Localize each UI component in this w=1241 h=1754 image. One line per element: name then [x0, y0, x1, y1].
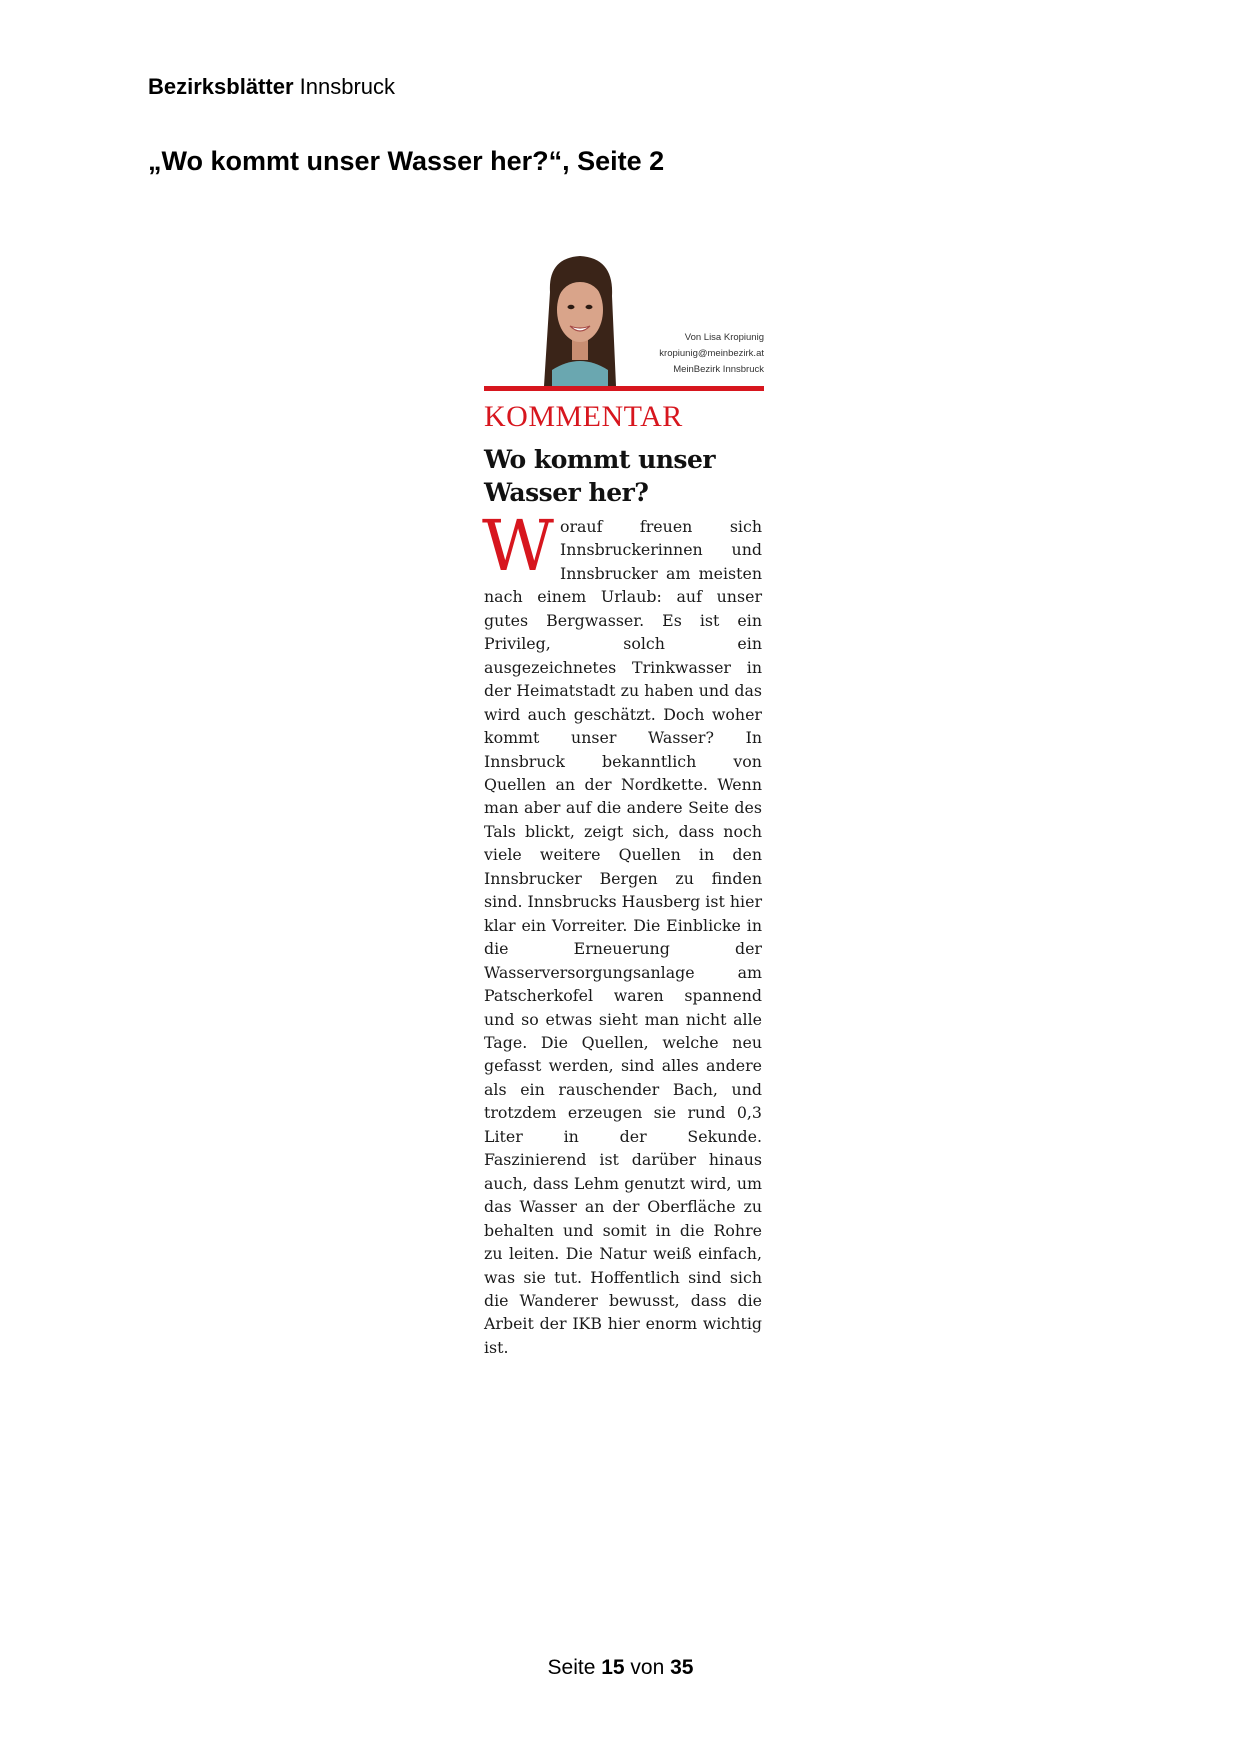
article-body — [482, 505, 762, 1359]
article-headline: Wo kommt unser Wasser her? — [484, 445, 716, 507]
author-name: Von Lisa Kropiunig — [684, 332, 764, 343]
article-kicker: KOMMENTAR — [484, 400, 683, 433]
author-email[interactable]: kropiunig@meinbezirk.at — [659, 348, 764, 359]
page-footer — [0, 1656, 1241, 1680]
document-title: „Wo kommt unser Wasser her?“, Seite 2 — [148, 146, 665, 176]
article-clipping — [484, 252, 764, 1359]
drop-cap: W — [482, 505, 554, 587]
publication-region: Innsbruck — [293, 74, 396, 99]
current-page: 15 — [601, 1656, 625, 1679]
article-body-text: orauf freuen sich Innsbruckerinnen und Innsbrucker am meisten nach einem Urlaub: auf unser gutes Bergwasser. Es ist ein Privileg, solch ein ausgezeichnetes Trinkwasser in der Heimatstadt zu haben und das wird auch geschätzt. Doch woher kommt unser Wasser? In Innsbruck bekanntlich von Quellen an der Nordkette. Wenn man aber auf die andere Seite des Tals blickt, zeigt sich, dass noch viele weitere Quellen in den Innsbrucker Bergen zu finden sind. Innsbrucks Hausberg ist hier klar ein Vorreiter. Die Einblicke in die Erneuerung der Wasserversorgungsanlage am Patscherkofel waren spannend und so etwas sieht man nicht alle Tage. Die Quellen, welche neu gefasst werden, sind alles andere als ein rauschender Bach, und trotzdem erzeugen sie rund 0,3 Liter in der Sekunde. Faszinierend ist darüber hinaus auch, dass Lehm genutzt wird, um das Wasser an der Oberfläche zu behalten und somit in die Rohre zu leiten. Die Natur weiß einfach, was sie tut. Hoffentlich sind sich die Wanderer bewusst, dass die Arbeit der IKB hier enorm wichtig ist. — [484, 517, 762, 1357]
page-prefix: Seite — [547, 1656, 602, 1679]
author-portrait — [538, 252, 622, 386]
publication-header — [148, 74, 395, 100]
page-middle: von — [624, 1656, 671, 1679]
total-pages: 35 — [670, 1656, 694, 1679]
publication-name: Bezirksblätter — [148, 74, 294, 99]
red-divider — [484, 386, 764, 391]
author-outlet: MeinBezirk Innsbruck — [673, 364, 764, 375]
author-byline — [659, 330, 764, 378]
author-block — [484, 252, 764, 386]
